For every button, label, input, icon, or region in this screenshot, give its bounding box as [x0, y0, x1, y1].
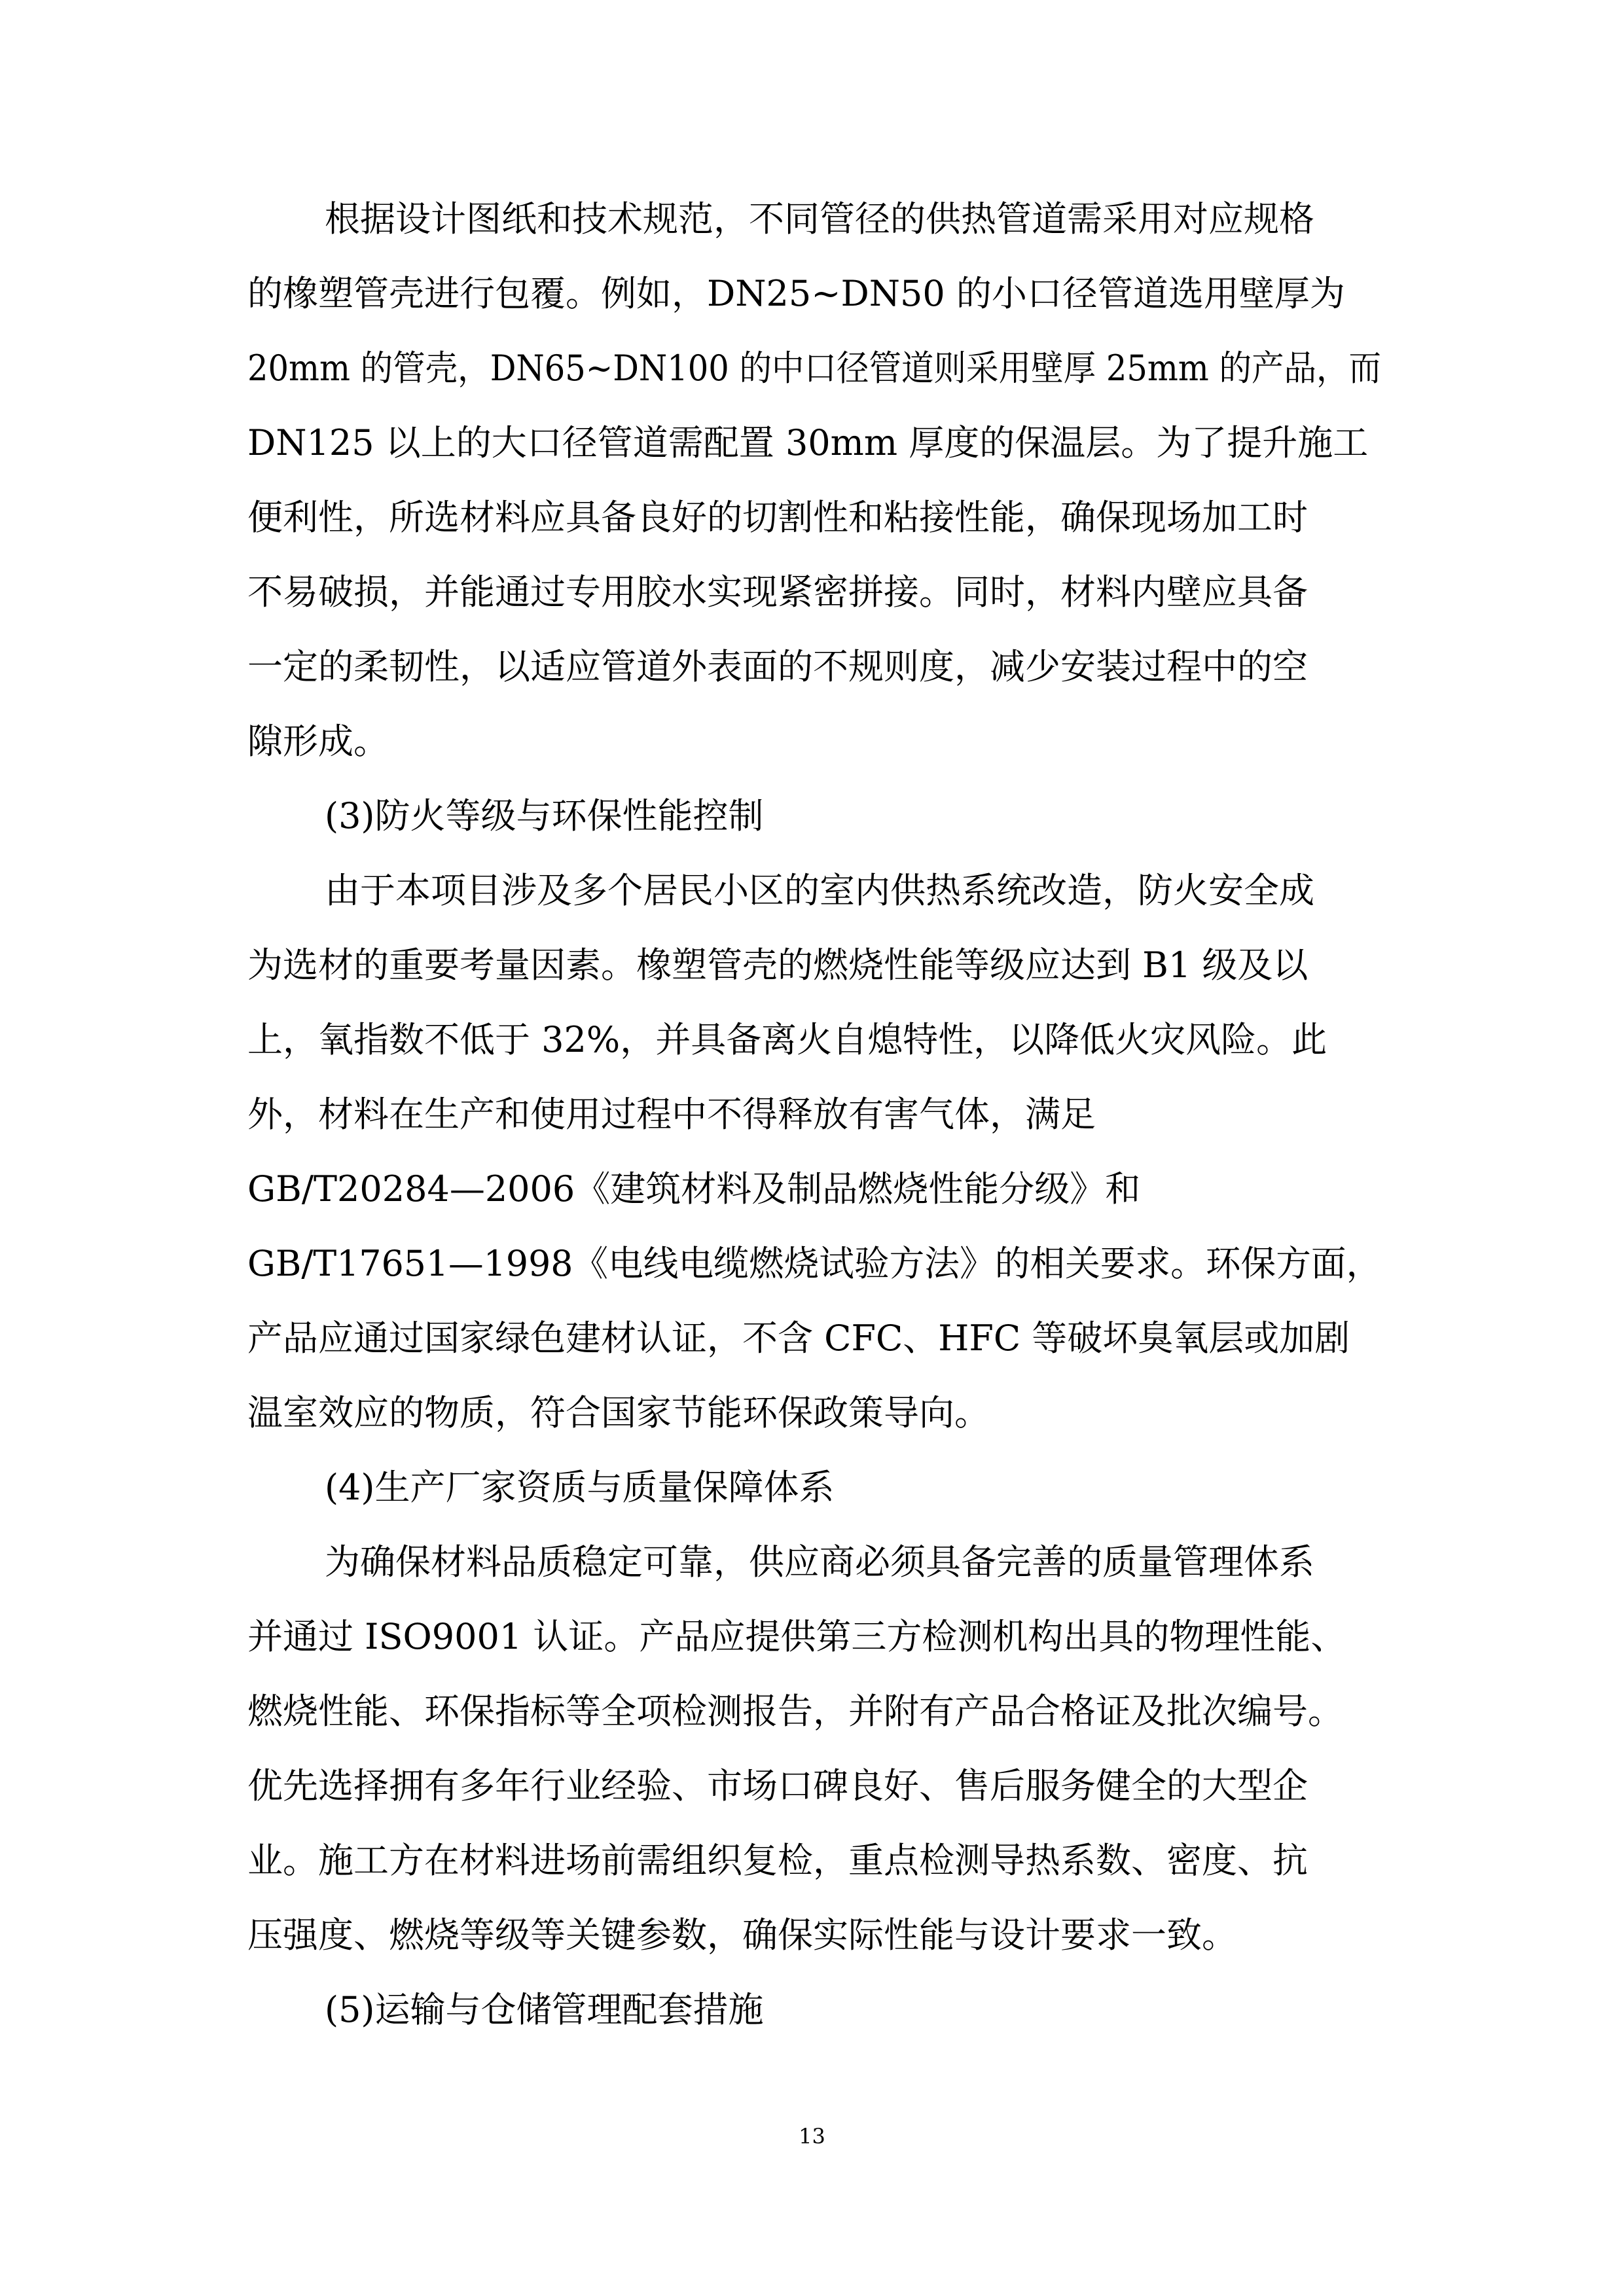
text-line-16: 产品应通过国家绿色建材认证，不含 CFC、HFC 等破坏臭氧层或加剧	[247, 1318, 1350, 1359]
text-line-5: 便利性，所选材料应具备良好的切割性和粘接性能，确保现场加工时	[247, 497, 1308, 538]
text-line-17: 温室效应的物质，符合国家节能环保政策导向。	[247, 1392, 990, 1433]
text-line-13: 外，材料在生产和使用过程中不得释放有害气体，满足	[247, 1094, 1096, 1135]
text-line-20: 并通过 ISO9001 认证。产品应提供第三方检测机构出具的物理性能、	[247, 1616, 1346, 1657]
section-heading-4: (4)生产厂家资质与质量保障体系	[325, 1467, 835, 1508]
text-line-15: GB/T17651—1998《电线电缆燃烧试验方法》的相关要求。环保方面，	[247, 1243, 1382, 1284]
text-line-19: 为确保材料品质稳定可靠，供应商必须具备完善的质量管理体系	[325, 1541, 1314, 1583]
text-line-7: 一定的柔韧性，以适应管道外表面的不规则度，减少安装过程中的空	[247, 646, 1308, 687]
text-line-1: 根据设计图纸和技术规范，不同管径的供热管道需采用对应规格	[325, 198, 1314, 240]
text-line-23: 业。施工方在材料进场前需组织复检，重点检测导热系数、密度、抗	[247, 1840, 1308, 1881]
page-number: 13	[799, 2124, 825, 2149]
text-line-8: 隙形成。	[247, 721, 389, 762]
section-heading-3: (3)防火等级与环保性能控制	[325, 795, 764, 836]
text-line-10: 由于本项目涉及多个居民小区的室内供热系统改造，防火安全成	[325, 870, 1314, 911]
text-line-12: 上，氧指数不低于 32%，并具备离火自熄特性，以降低火灾风险。此	[247, 1019, 1327, 1060]
text-line-11: 为选材的重要考量因素。橡塑管壳的燃烧性能等级应达到 B1 级及以	[247, 944, 1308, 986]
text-line-21: 燃烧性能、环保指标等全项检测报告，并附有产品合格证及批次编号。	[247, 1691, 1343, 1732]
text-line-2: 的橡塑管壳进行包覆。例如，DN25~DN50 的小口径管道选用壁厚为	[247, 273, 1345, 314]
text-line-14: GB/T20284—2006《建筑材料及制品燃烧性能分级》和	[247, 1168, 1141, 1210]
text-line-22: 优先选择拥有多年行业经验、市场口碑良好、售后服务健全的大型企	[247, 1765, 1308, 1806]
text-line-6: 不易破损，并能通过专用胶水实现紧密拼接。同时，材料内壁应具备	[247, 571, 1308, 613]
text-line-4: DN125 以上的大口径管道需配置 30mm 厚度的保温层。为了提升施工	[247, 422, 1369, 463]
text-line-3: 20mm 的管壳，DN65~DN100 的中口径管道则采用壁厚 25mm 的产品，而	[247, 348, 1382, 389]
section-heading-5: (5)运输与仓储管理配套措施	[325, 1989, 764, 2030]
text-line-24: 压强度、燃烧等级等关键参数，确保实际性能与设计要求一致。	[247, 1914, 1237, 1956]
